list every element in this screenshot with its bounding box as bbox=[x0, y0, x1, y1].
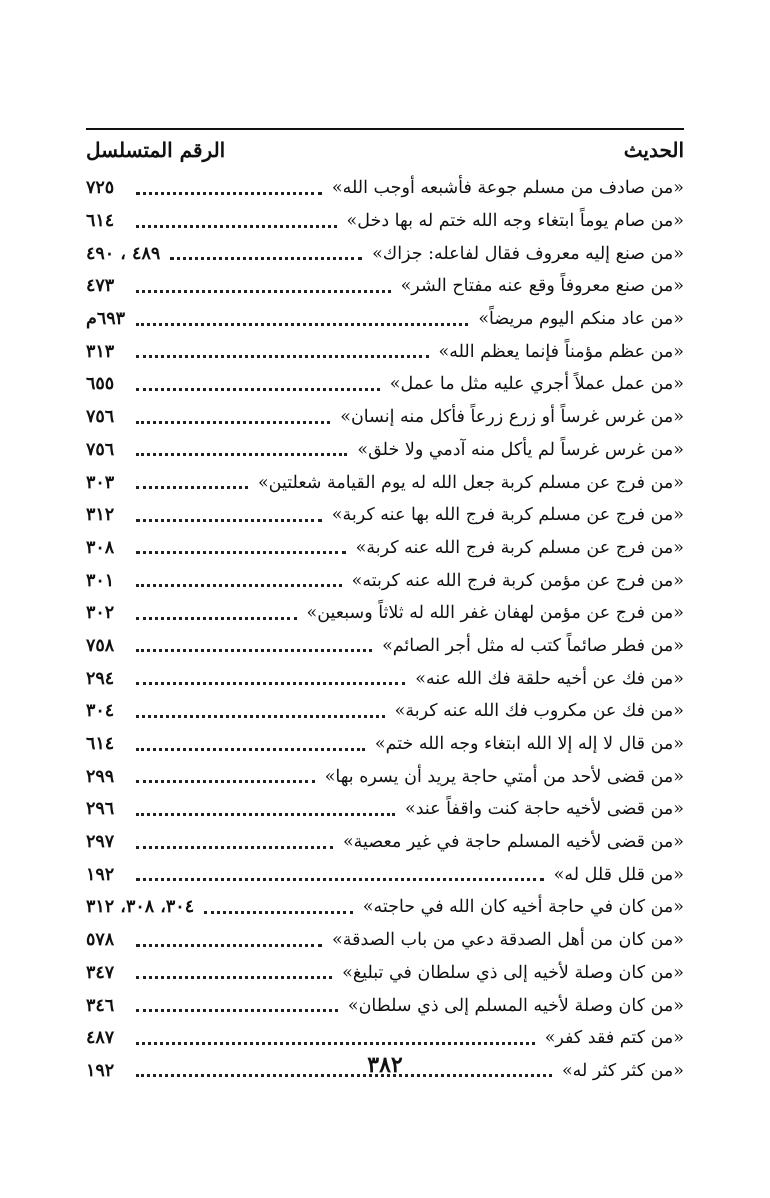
serial-number: ٧٢٥ bbox=[86, 178, 115, 199]
index-row bbox=[86, 728, 684, 761]
hadith-index-list bbox=[86, 172, 684, 1087]
serial-number: ١٩٢ bbox=[86, 1060, 115, 1081]
dot-leader bbox=[136, 317, 468, 326]
index-row bbox=[86, 989, 684, 1022]
hadith-text: «من فرج عن مسلم كربة فرج الله عنه كربة» bbox=[355, 537, 684, 558]
index-row bbox=[86, 532, 684, 565]
index-row bbox=[86, 368, 684, 401]
index-row bbox=[86, 793, 684, 826]
dot-leader bbox=[136, 545, 346, 554]
dot-leader bbox=[170, 251, 362, 260]
index-row bbox=[86, 303, 684, 336]
serial-number: ١٩٢ bbox=[86, 864, 115, 885]
index-row bbox=[86, 499, 684, 532]
index-row bbox=[86, 891, 684, 924]
hadith-text: «من صادف من مسلم جوعة فأشبعه أوجب الله» bbox=[331, 178, 684, 199]
index-row bbox=[86, 662, 684, 695]
hadith-text: «من فرج عن مسلم كربة جعل الله له يوم القيامة شعلتين» bbox=[257, 472, 684, 493]
hadith-text: «من صام يوماً ابتغاء وجه الله ختم له بها دخل» bbox=[346, 211, 684, 232]
index-page bbox=[86, 128, 684, 1087]
dot-leader bbox=[136, 480, 248, 489]
hadith-text: «من عمل عملاً أجري عليه مثل ما عمل» bbox=[389, 374, 684, 395]
dot-leader bbox=[136, 840, 333, 849]
hadith-text: «من قلل قلل له» bbox=[553, 864, 684, 885]
hadith-text: «من فرج عن مؤمن كربة فرج الله عنه كربته» bbox=[351, 570, 684, 591]
dot-leader bbox=[136, 938, 322, 947]
hadith-text: «من فرج عن مؤمن لهفان غفر الله له ثلاثاً وسبعين» bbox=[306, 603, 684, 624]
serial-number: ٣٠١ bbox=[86, 570, 115, 591]
hadith-text: «من كثر كثر له» bbox=[561, 1060, 684, 1081]
serial-number: ٣٠٣ bbox=[86, 472, 115, 493]
index-row bbox=[86, 695, 684, 728]
hadith-text: «من كان في حاجة أخيه كان الله في حاجته» bbox=[362, 897, 684, 918]
serial-number: ٢٩٧ bbox=[86, 832, 115, 853]
index-row bbox=[86, 1022, 684, 1055]
index-row bbox=[86, 630, 684, 663]
hadith-text: «من فطر صائماً كتب له مثل أجر الصائم» bbox=[382, 635, 684, 656]
dot-leader bbox=[136, 1036, 535, 1045]
serial-number: ٤٨٧ bbox=[86, 1028, 115, 1049]
page-number: ٣٨٢ bbox=[367, 1052, 403, 1078]
serial-number: ٣١٢ bbox=[86, 505, 115, 526]
index-row bbox=[86, 270, 684, 303]
hadith-text: «من كان وصلة لأخيه المسلم إلى ذي سلطان» bbox=[347, 995, 684, 1016]
dot-leader bbox=[136, 447, 347, 456]
serial-number: ٤٧٣ bbox=[86, 276, 115, 297]
index-row bbox=[86, 858, 684, 891]
hadith-text: «من قضى لأحد من أمتي حاجة يريد أن يسره بها» bbox=[324, 766, 684, 787]
index-row bbox=[86, 434, 684, 467]
column-header bbox=[86, 130, 684, 170]
dot-leader bbox=[136, 284, 391, 293]
serial-number: ٥٧٨ bbox=[86, 930, 115, 951]
index-row bbox=[86, 335, 684, 368]
serial-number: ٣١٣ bbox=[86, 341, 115, 362]
dot-leader bbox=[136, 709, 385, 718]
hadith-text: «من غرس غرساً لم يأكل منه آدمي ولا خلق» bbox=[357, 439, 684, 460]
serial-number: ٢٩٩ bbox=[86, 766, 115, 787]
dot-leader bbox=[136, 611, 297, 620]
serial-number: ٣٠٢ bbox=[86, 603, 115, 624]
serial-column-label: الرقم المتسلسل bbox=[86, 138, 226, 162]
serial-number: ٣٠٤، ٣٠٨، ٣١٢ bbox=[86, 897, 195, 918]
index-row bbox=[86, 924, 684, 957]
dot-leader bbox=[204, 905, 353, 914]
serial-number: ٣٤٦ bbox=[86, 995, 115, 1016]
dot-leader bbox=[136, 513, 322, 522]
dot-leader bbox=[136, 970, 332, 979]
serial-number: ٣٠٤ bbox=[86, 701, 115, 722]
hadith-text: «من فك عن مكروب فك الله عنه كربة» bbox=[394, 701, 684, 722]
dot-leader bbox=[136, 742, 365, 751]
hadith-text: «من كان من أهل الصدقة دعي من باب الصدقة» bbox=[332, 930, 684, 951]
index-row bbox=[86, 826, 684, 859]
dot-leader bbox=[136, 415, 330, 424]
dot-leader bbox=[136, 872, 544, 881]
hadith-text: «من صنع إليه معروف فقال لفاعله: جزاك» bbox=[372, 243, 684, 264]
serial-number: ٦٥٥ bbox=[86, 374, 115, 395]
index-row bbox=[86, 205, 684, 238]
dot-leader bbox=[136, 578, 342, 587]
serial-number: ٢٩٦ bbox=[86, 799, 115, 820]
hadith-text: «من قضى لأخيه حاجة كنت واقفاً عند» bbox=[405, 799, 684, 820]
hadith-text: «من كتم فقد كفر» bbox=[544, 1028, 684, 1049]
hadith-text: «من عاد منكم اليوم مريضاً» bbox=[478, 309, 684, 330]
serial-number: ٧٥٦ bbox=[86, 407, 115, 428]
hadith-text: «من فك عن أخيه حلقة فك الله عنه» bbox=[415, 668, 684, 689]
hadith-text: «من عظم مؤمناً فإنما يعظم الله» bbox=[438, 341, 684, 362]
serial-number: ٦١٤ bbox=[86, 734, 115, 755]
dot-leader bbox=[136, 219, 337, 228]
hadith-text: «من صنع معروفاً وقع عنه مفتاح الشر» bbox=[400, 276, 684, 297]
dot-leader bbox=[136, 349, 429, 358]
dot-leader bbox=[136, 676, 405, 685]
dot-leader bbox=[136, 382, 380, 391]
hadith-text: «من قال لا إله إلا الله ابتغاء وجه الله ختم» bbox=[374, 734, 684, 755]
index-row bbox=[86, 172, 684, 205]
index-row bbox=[86, 564, 684, 597]
dot-leader bbox=[136, 643, 372, 652]
index-row bbox=[86, 237, 684, 270]
hadith-text: «من قضى لأخيه المسلم حاجة في غير معصية» bbox=[342, 832, 684, 853]
hadith-column-label: الحديث bbox=[623, 138, 684, 162]
index-row bbox=[86, 401, 684, 434]
hadith-text: «من كان وصلة لأخيه إلى ذي سلطان في تبليغ» bbox=[342, 962, 684, 983]
dot-leader bbox=[136, 186, 322, 195]
serial-number: ٤٨٩ ، ٤٩٠ bbox=[86, 243, 161, 264]
index-row bbox=[86, 760, 684, 793]
index-row bbox=[86, 957, 684, 990]
serial-number: ٧٥٦ bbox=[86, 439, 115, 460]
serial-number: ٦١٤ bbox=[86, 211, 115, 232]
dot-leader bbox=[136, 1003, 338, 1012]
hadith-text: «من غرس غرساً أو زرع زرعاً فأكل منه إنسان» bbox=[340, 407, 684, 428]
index-row bbox=[86, 597, 684, 630]
serial-number: ٢٩٤ bbox=[86, 668, 115, 689]
index-row bbox=[86, 466, 684, 499]
serial-number: ٣٤٧ bbox=[86, 962, 115, 983]
serial-number: ٧٥٨ bbox=[86, 635, 115, 656]
dot-leader bbox=[136, 807, 395, 816]
dot-leader bbox=[136, 774, 315, 783]
serial-number: ٣٠٨ bbox=[86, 537, 115, 558]
serial-number: ٦٩٣م bbox=[86, 309, 126, 330]
hadith-text: «من فرج عن مسلم كربة فرج الله بها عنه كربة» bbox=[331, 505, 684, 526]
